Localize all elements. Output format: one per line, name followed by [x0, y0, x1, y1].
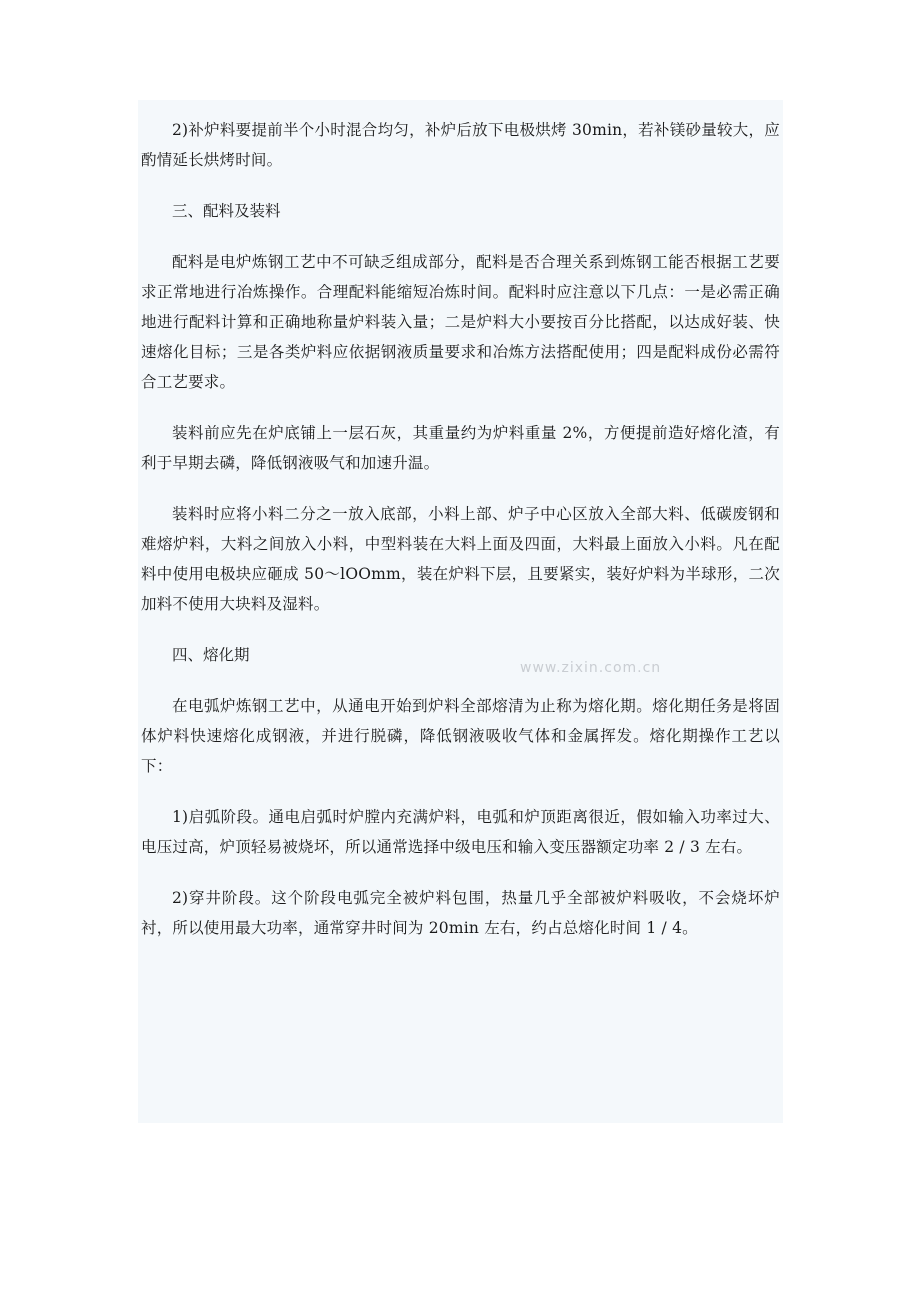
heading-section-3: 三、配料及装料: [172, 202, 281, 220]
document-body: [138, 100, 783, 1123]
para-melting-intro: 在电弧炉炼钢工艺中，从通电开始到炉料全部熔清为止称为熔化期。熔化期任务是将固体炉料快速熔化成钢液，并进行脱磷，降低钢液吸收气体和金属挥发。熔化期操作工艺以下：: [141, 697, 780, 775]
heading-section-4: 四、熔化期: [172, 646, 250, 664]
para-lime-bed: 装料前应先在炉底铺上一层石灰，其重量约为炉料重量 2%，方便提前造好熔化渣，有利于早期去磷，降低钢液吸气和加速升温。: [141, 424, 780, 472]
para-batching: 配料是电炉炼钢工艺中不可缺乏组成部分，配料是否合理关系到炼钢工能否根据工艺要求正常地进行冶炼操作。合理配料能缩短冶炼时间。配料时应注意以下几点：一是必需正确地进行配料计算和正确地称量炉料装入量；二是炉料大小要按百分比搭配，以达成好装、快速熔化目标；三是各类炉料应依据钢液质量要求和冶炼方法搭配使用；四是配料成份必需符合工艺要求。: [141, 253, 780, 391]
para-bore-down: 2)穿井阶段。这个阶段电弧完全被炉料包围，热量几乎全部被炉料吸收，不会烧坏炉衬，所以使用最大功率，通常穿井时间为 20min 左右，约占总熔化时间 1 / 4。: [141, 889, 780, 937]
para-charging: 装料时应将小料二分之一放入底部，小料上部、炉子中心区放入全部大料、低碳废钢和难熔炉料，大料之间放入小料，中型料装在大料上面及四面，大料最上面放入小料。凡在配料中使用电极块应砸成 50～lOOmm，装在炉料下层，且要紧实，装好炉料为半球形，二次加料不使用大块料及湿料。: [141, 505, 780, 613]
watermark: www.zixin.com.cn: [520, 660, 662, 676]
para-arc-start: 1)启弧阶段。通电启弧时炉膛内充满炉料，电弧和炉顶距离很近，假如输入功率过大、电压过高，炉顶轻易被烧坏，所以通常选择中级电压和输入变压器额定功率 2 / 3 左右。: [141, 808, 780, 856]
para-furnace-repair: 2)补炉料要提前半个小时混合均匀，补炉后放下电极烘烤 30min，若补镁砂量较大，应酌情延长烘烤时间。: [141, 121, 780, 169]
